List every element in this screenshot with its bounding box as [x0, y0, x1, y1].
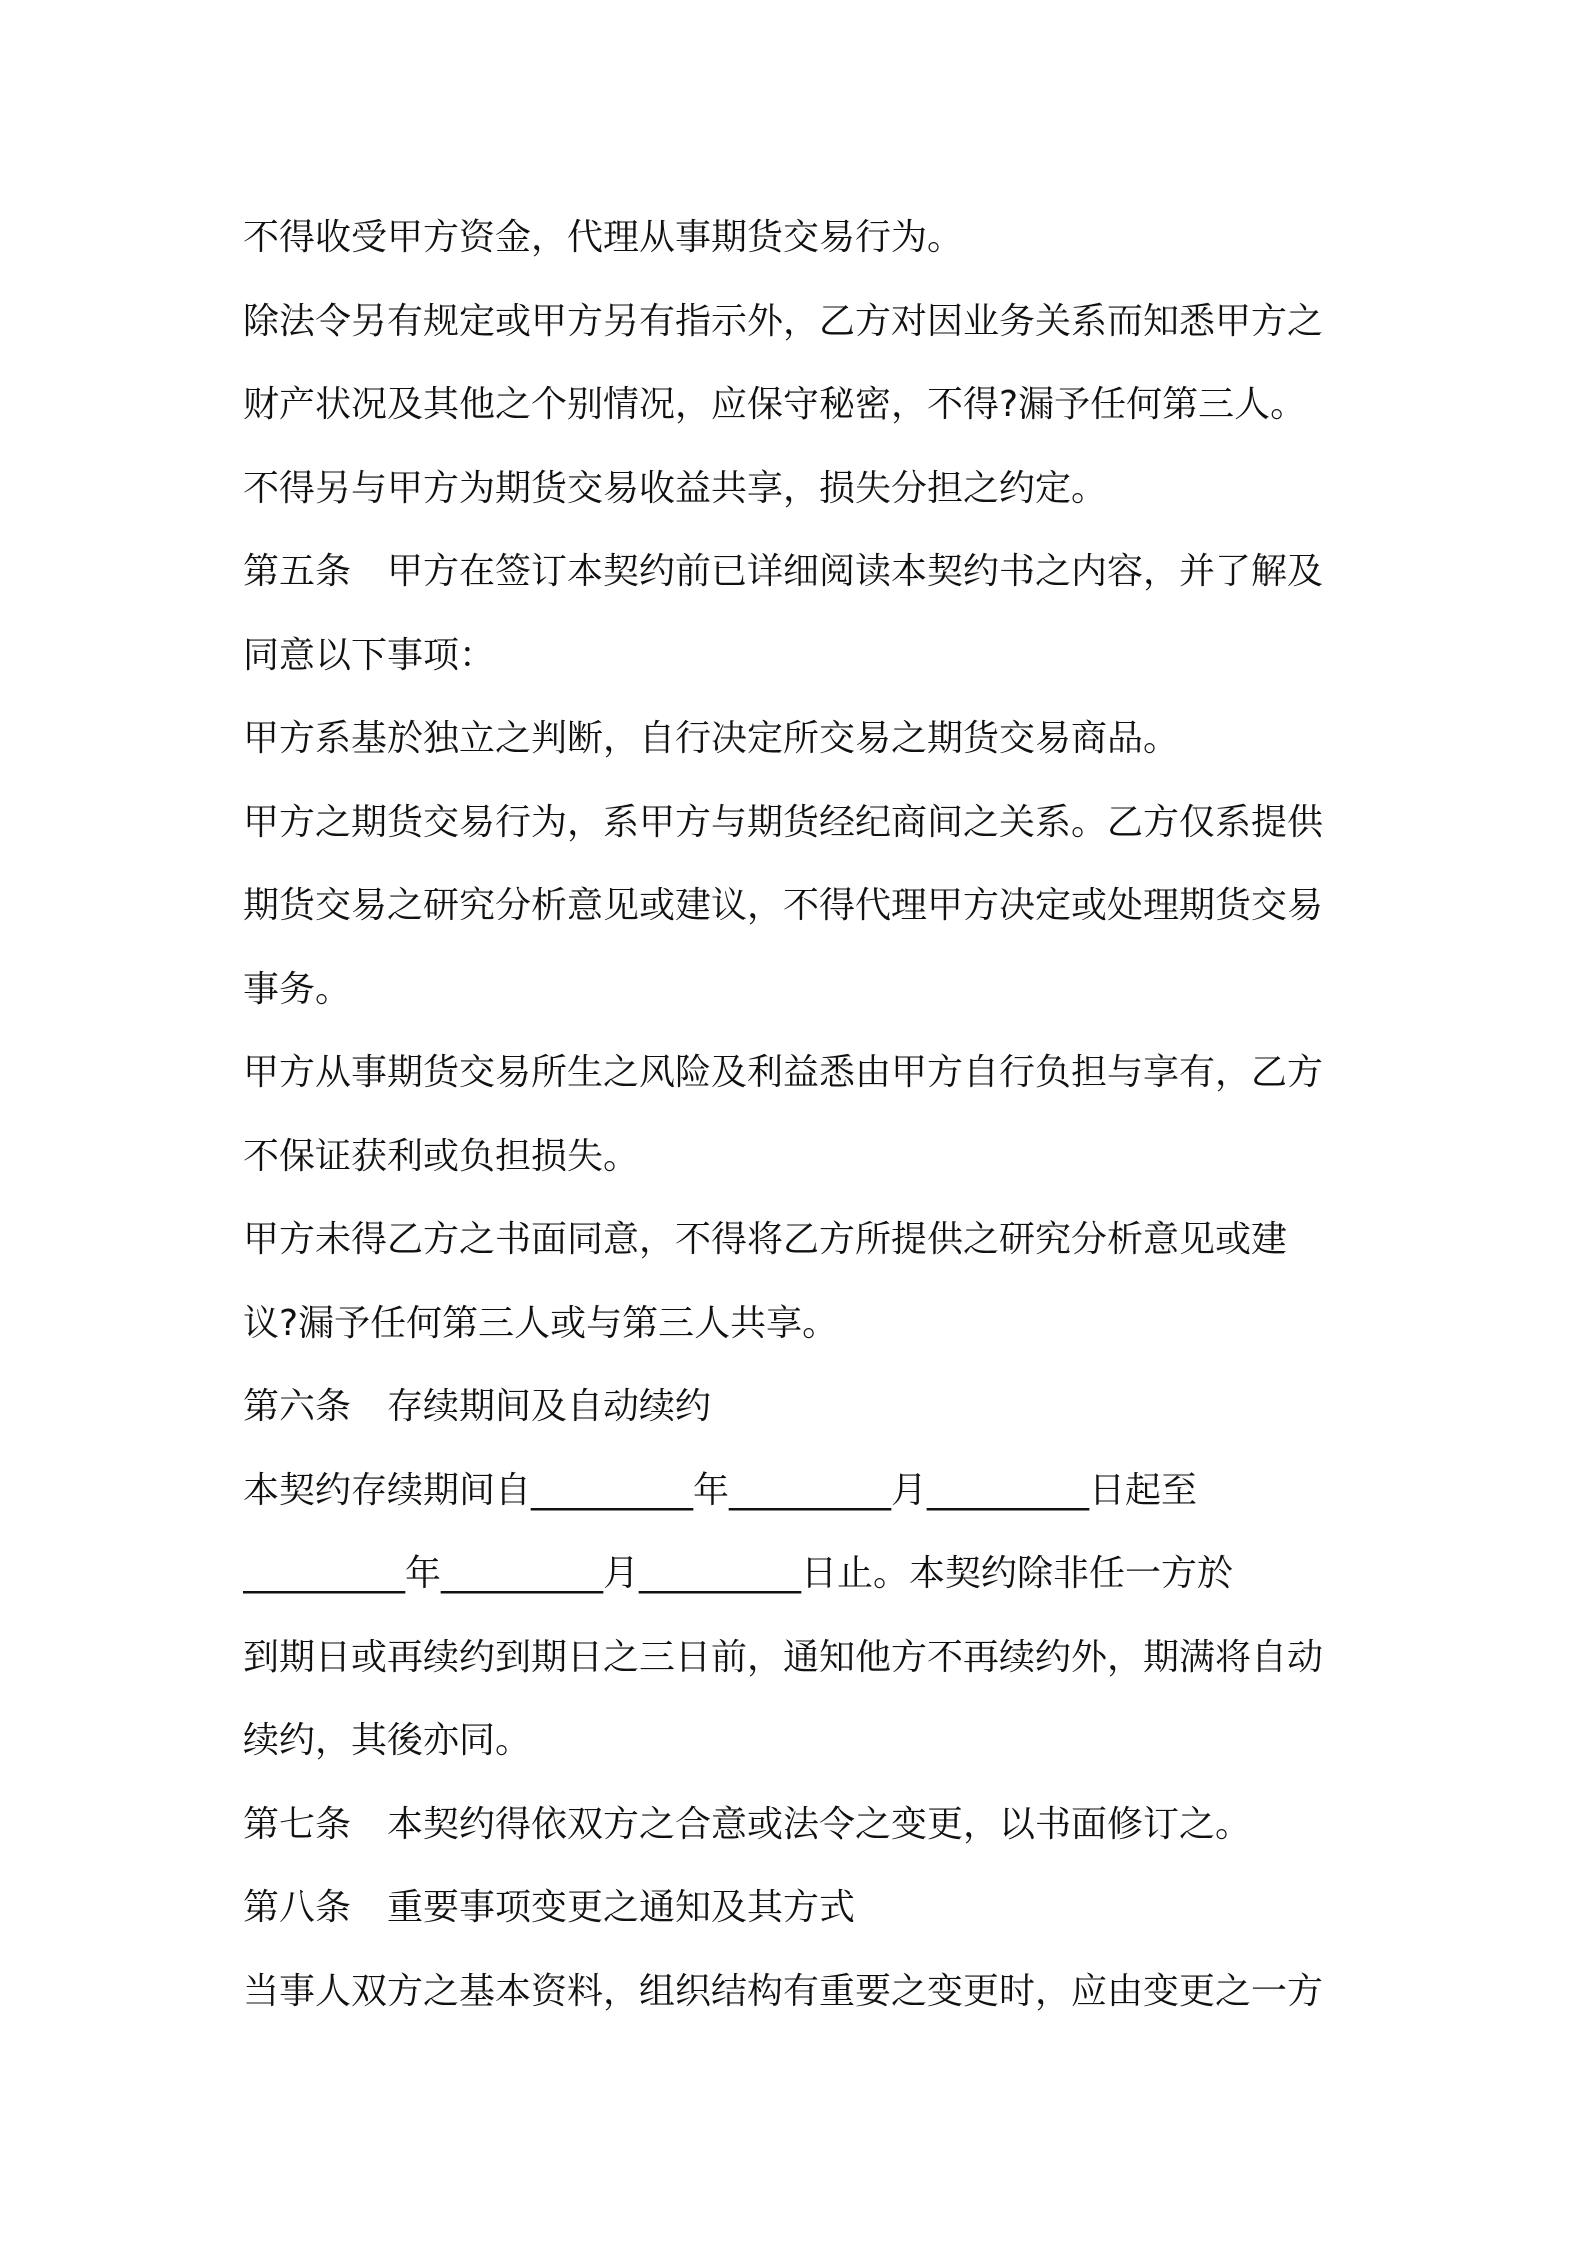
- article-5-heading-line: 第五条 甲方在签订本契约前已详细阅读本契约书之内容，并了解及: [243, 551, 1324, 592]
- article-6-heading-line: 第六条 存续期间及自动续约: [243, 1386, 712, 1427]
- text-line: 甲方之期货交易行为，系甲方与期货经纪商间之关系。乙方仅系提供: [243, 801, 1324, 843]
- term-end-date-line: _________年_________月_________日止。本契约除非任一方於: [243, 1553, 1234, 1594]
- text-line: 当事人双方之基本资料，组织结构有重要之变更时，应由变更之一方: [243, 1970, 1324, 2012]
- text-line: 除法令另有规定或甲方另有指示外，乙方对因业务关系而知悉甲方之: [243, 300, 1324, 342]
- text-line: 财产状况及其他之个别情况，应保守秘密，不得?漏予任何第三人。: [243, 384, 1307, 425]
- text-line: 甲方未得乙方之书面同意，不得将乙方所提供之研究分析意见或建: [243, 1219, 1288, 1260]
- term-start-date-line: 本契约存续期间自_________年_________月_________日起至: [243, 1469, 1198, 1511]
- text-line: 到期日或再续约到期日之三日前，通知他方不再续约外，期满将自动: [243, 1636, 1324, 1678]
- text-line: 不得另与甲方为期货交易收益共享，损失分担之约定。: [243, 467, 1108, 509]
- text-line: 甲方系基於独立之判断，自行决定所交易之期货交易商品。: [243, 718, 1180, 759]
- text-line: 甲方从事期货交易所生之风险及利益悉由甲方自行负担与享有，乙方: [243, 1052, 1324, 1093]
- text-line: 议?漏予任何第三人或与第三人共享。: [243, 1302, 839, 1344]
- text-line: 不得收受甲方资金，代理从事期货交易行为。: [243, 217, 964, 258]
- text-line: 同意以下事项：: [243, 634, 496, 676]
- text-line: 期货交易之研究分析意见或建议，不得代理甲方决定或处理期货交易: [243, 885, 1324, 926]
- article-8-heading-line: 第八条 重要事项变更之通知及其方式: [243, 1887, 856, 1928]
- text-line: 续约，其後亦同。: [243, 1720, 532, 1761]
- document-body: [243, 196, 1373, 2033]
- text-line: 不保证获利或负担损失。: [243, 1135, 640, 1177]
- article-7-line: 第七条 本契约得依双方之合意或法令之变更，以书面修订之。: [243, 1803, 1252, 1845]
- text-line: 事务。: [243, 968, 352, 1010]
